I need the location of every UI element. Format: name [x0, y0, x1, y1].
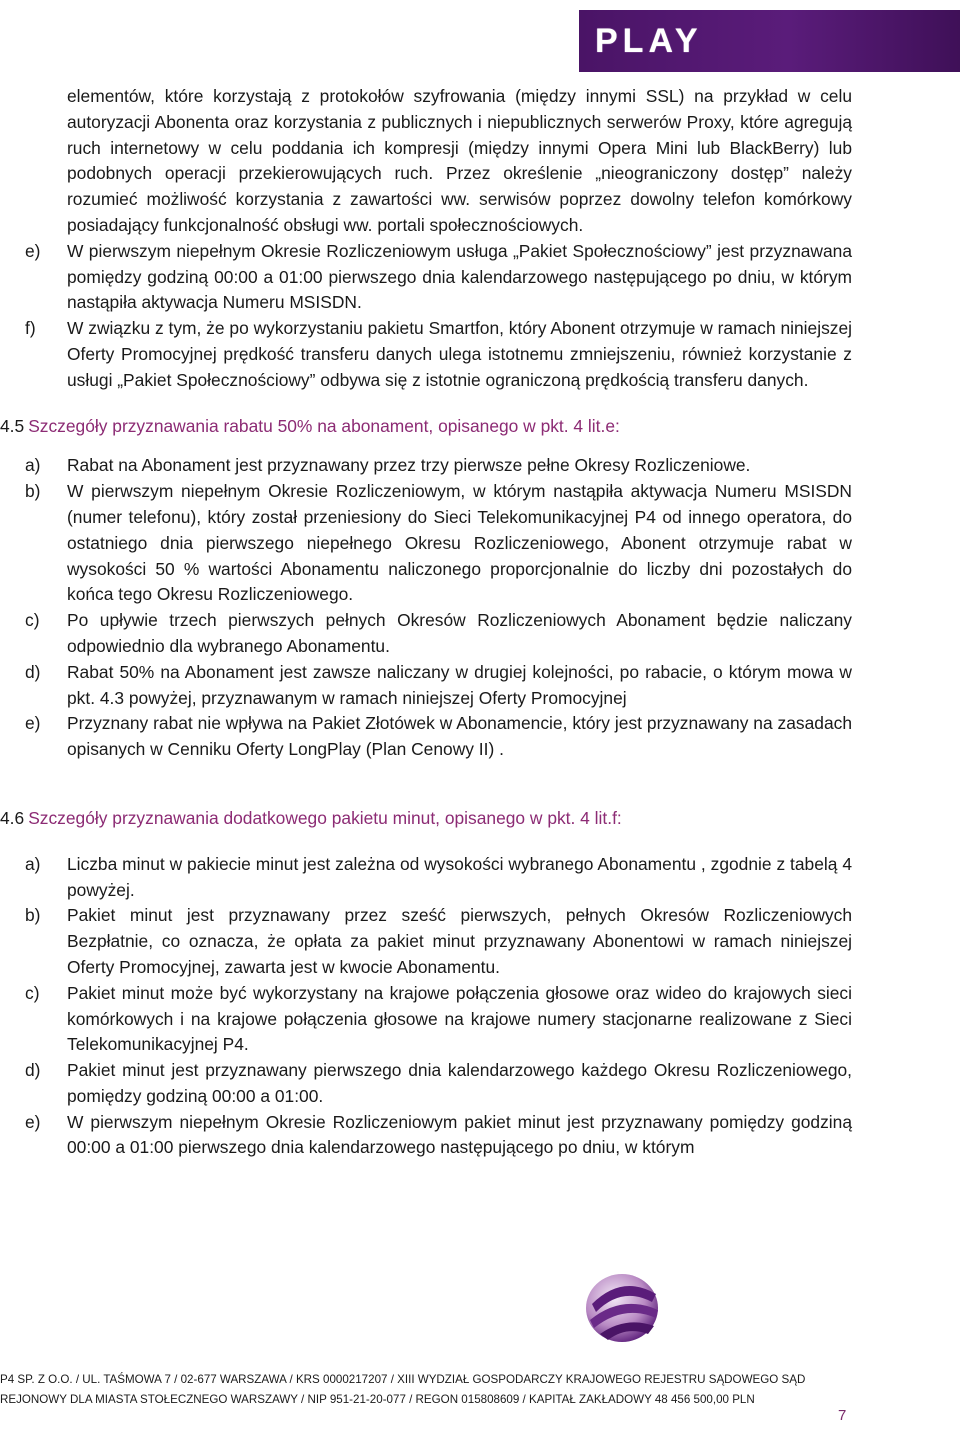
- section-heading-4-6: [0, 806, 852, 832]
- section-title: Szczegóły przyznawania rabatu 50% na abonament, opisanego w pkt. 4 lit.e:: [28, 415, 620, 436]
- list-item-text: Pakiet minut jest przyznawany przez sześć pierwszych, pełnych Okresów Rozliczeniowych Bezpłatnie, co oznacza, że opłata za pakiet minut przyznawany Abonentowi w ramach niniejszej Oferty Promocyjnej, zawarta jest w kwocie Abonamentu.: [67, 905, 852, 977]
- list-item-text: Przyznany rabat nie wpływa na Pakiet Złotówek w Abonamencie, który jest przyznawany na zasadach opisanych w Cenniku Oferty LongPlay (Plan Cenowy II) .: [67, 713, 852, 760]
- footer-line-1: P4 SP. Z O.O. / UL. TAŚMOWA 7 / 02-677 WARSZAWA / KRS 0000217207 / XIII WYDZIAŁ GOSPODARCZY KRAJOWEGO REJESTRU SĄDOWEGO SĄD: [0, 1373, 806, 1386]
- list-item-text: Rabat 50% na Abonament jest zawsze naliczany w drugiej kolejności, po rabacie, o którym mowa w pkt. 4.3 powyżej, przyznawanym w ramach niniejszej Oferty Promocyjnej: [67, 661, 852, 708]
- footer: [0, 1370, 900, 1410]
- list-marker: b): [25, 481, 41, 502]
- play-logo: [579, 10, 960, 72]
- list-item: [25, 1110, 852, 1162]
- list-marker: c): [25, 982, 40, 1003]
- list-marker: e): [25, 713, 41, 734]
- list-item-text: W związku z tym, że po wykorzystaniu pakietu Smartfon, który Abonent otrzymuje w ramach niniejszej Oferty Promocyjnej prędkość transferu danych ulega istotnemu zmniejszeniu, również korzystanie z usługi „Pakiet Społecznościowy” odbywa się z istotnie ograniczoną prędkością transferu danych.: [67, 318, 852, 390]
- list-item: [25, 1058, 852, 1110]
- list-item-text: Pakiet minut może być wykorzystany na krajowe połączenia głosowe oraz wideo do krajowych sieci komórkowych i na krajowe połączenia głosowe na krajowe numery stacjonarne realizowane z Sieci Telekomunikacyjnej P4.: [67, 982, 852, 1055]
- list-marker: a): [25, 853, 41, 874]
- list-item-text: Po upływie trzech pierwszych pełnych Okresów Rozliczeniowych Abonament będzie naliczany odpowiednio dla wybranego Abonamentu.: [67, 610, 852, 656]
- list-item-text: W pierwszym niepełnym Okresie Rozliczeniowym usługa „Pakiet Społecznościowy” jest przyznawana pomiędzy godziną 00:00 a 01:00 pierwszego dnia kalendarzowego następującego po dniu, w którym nastąpiła aktywacja Numeru MSISDN.: [67, 240, 852, 313]
- section-number: 4.5: [0, 415, 25, 436]
- section-number: 4.6: [0, 807, 25, 828]
- footer-line-2: REJONOWY DLA MIASTA STOŁECZNEGO WARSZAWY / NIP 951-21-20-077 / REGON 015808609 / KAPITAŁ ZAKŁADOWY 48 456 500,00 PLN: [0, 1393, 755, 1406]
- list-marker: d): [25, 661, 41, 682]
- list-marker: a): [25, 455, 41, 476]
- list-item: [25, 852, 852, 904]
- list-marker: f): [25, 318, 36, 339]
- list-marker: c): [25, 610, 40, 631]
- list-item-text: Liczba minut w pakiecie minut jest zależna od wysokości wybranego Abonamentu , zgodnie z tabelą 4 powyżej.: [67, 853, 852, 900]
- list-item: [25, 239, 852, 316]
- list-marker: b): [25, 905, 41, 926]
- section-title: Szczegóły przyznawania dodatkowego pakietu minut, opisanego w pkt. 4 lit.f:: [28, 807, 622, 828]
- list-item: [25, 453, 852, 479]
- list-item-text: Pakiet minut jest przyznawany pierwszego dnia kalendarzowego każdego Okresu Rozliczeniowego, pomiędzy godziną 00:00 a 01:00.: [67, 1060, 852, 1106]
- list-item: [25, 316, 852, 393]
- list-item-text: W pierwszym niepełnym Okresie Rozliczeniowym, w którym nastąpiła aktywacja Numeru MSISDN (numer telefonu), który został przeniesiony do Sieci Telekomunikacyjnej P4 od innego operatora, do ostatniego dnia pierwszego niepełnego Okresu Rozliczeniowego, Abonent otrzymuje rabat w wysokości 50 % wartości Abonamentu naliczonego proporcjonalnie do liczby dni pozostałych do końca tego Okresu Rozliczeniowego.: [67, 481, 852, 605]
- list-item: [25, 660, 852, 712]
- play-mascot-icon: [578, 1264, 666, 1348]
- list-marker: d): [25, 1060, 41, 1081]
- list-marker: e): [25, 240, 41, 261]
- list-marker: e): [25, 1111, 41, 1132]
- list-item: [25, 608, 852, 660]
- list-item: [25, 711, 852, 763]
- list-item-text: Rabat na Abonament jest przyznawany przez trzy pierwsze pełne Okresy Rozliczeniowe.: [67, 455, 751, 476]
- list-item: [25, 903, 852, 980]
- page-number: 7: [838, 1407, 847, 1424]
- intro-paragraph: elementów, które korzystają z protokołów szyfrowania (między innymi SSL) na przykład w celu autoryzacji Abonenta oraz korzystania z publicznych i niepublicznych serwerów Proxy, które agregują ruch internetowy w celu poddania ich kompresji (między innymi Opera Mini lub BlackBerry) lub podobnych operacji przekierowujących ruch. Przez określenie „nieograniczony dostęp” należy rozumieć możliwość korzystania z zawartości ww. serwisów poprzez dowolny telefon komórkowy posiadający funkcjonalność obsługi ww. portali społecznościowych.: [67, 86, 852, 235]
- list-item: [25, 981, 852, 1058]
- list-item-text: W pierwszym niepełnym Okresie Rozliczeniowym pakiet minut jest przyznawany pomiędzy godziną 00:00 a 01:00 pierwszego dnia kalendarzowego następującego po dniu, w którym: [67, 1111, 852, 1158]
- section-heading-4-5: [0, 414, 852, 440]
- document-body: [0, 84, 960, 1161]
- list-item: [25, 479, 852, 608]
- logo-text: PLAY: [595, 21, 703, 60]
